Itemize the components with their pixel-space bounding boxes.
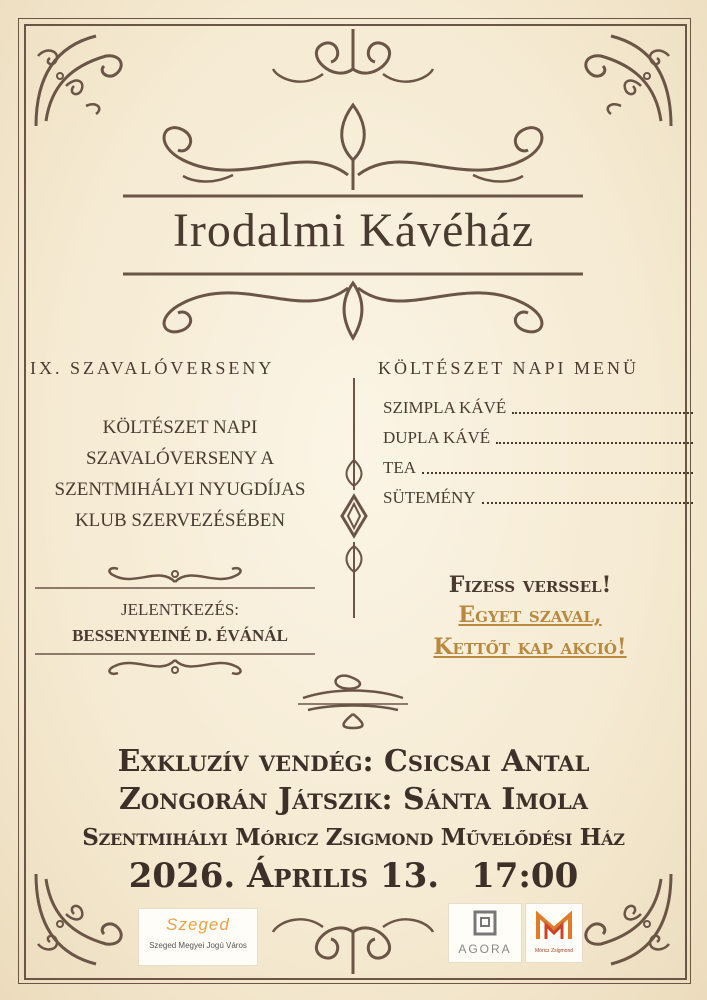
- description-line: SZENTMIHÁLYI NYUGDÍJAS: [54, 479, 306, 500]
- event-date: 2026. Április 13.: [128, 856, 440, 896]
- menu-item-name: TEA: [383, 458, 417, 477]
- menu-item-name: DUPLA KÁVÉ: [383, 428, 491, 447]
- menu-dots: [512, 412, 693, 414]
- corner-ornament-top-left-icon: [26, 26, 136, 136]
- registration-name: BESSENYEINÉ D. ÉVÁNÁL: [72, 626, 288, 645]
- bottom-flourish-icon: [263, 902, 443, 976]
- description-line: KÖLTÉSZET NAPI: [102, 417, 258, 438]
- contest-description: [30, 412, 330, 536]
- offer-line-3: Kettőt kap akció!: [433, 634, 627, 660]
- offer-line-1: Fizess verssel!: [448, 572, 612, 598]
- contest-header: IX. SZAVALÓVERSENY: [30, 358, 275, 378]
- guest-line: Exkluzív vendég: Csicsai Antal: [117, 744, 590, 779]
- event-time: 17:00: [471, 856, 579, 896]
- description-line: SZAVALÓVERSENY A: [85, 448, 275, 469]
- szeged-wordmark: Szeged: [166, 915, 230, 934]
- title-flourish-bottom-icon: [123, 268, 583, 348]
- registration-label: JELENTKEZÉS:: [120, 600, 240, 619]
- menu-item-name: SÜTEMÉNY: [383, 488, 476, 507]
- corner-ornament-top-right-icon: [571, 26, 681, 136]
- menu-item: [383, 458, 693, 478]
- title-flourish-top-icon: [123, 100, 583, 200]
- mozsi-logo: [525, 903, 583, 963]
- szeged-logo: [138, 908, 258, 966]
- menu-header: KÖLTÉSZET NAPI MENÜ: [378, 358, 640, 378]
- mozsi-caption: Móricz Zsigmond: [534, 948, 574, 954]
- registration-flourish-icon: [30, 564, 320, 594]
- menu-dots: [496, 442, 693, 444]
- menu-item: [383, 488, 693, 508]
- registration-flourish-bottom-icon: [30, 648, 320, 680]
- venue-line: Szentmihályi Móricz Zsigmond Művelődési Ház: [82, 824, 625, 851]
- mozsi-icon: [534, 909, 574, 943]
- piano-line: Zongorán Játszik: Sánta Imola: [118, 782, 589, 817]
- menu-item: [383, 398, 693, 418]
- agora-logo: [448, 903, 522, 963]
- agora-wordmark: AGORA: [458, 942, 512, 956]
- date-time-line: [0, 856, 707, 896]
- center-divider-icon: [336, 378, 372, 618]
- middle-flourish-icon: [298, 670, 408, 730]
- top-flourish-icon: [263, 24, 443, 104]
- page-title: Irodalmi Kávéház: [172, 204, 535, 257]
- agora-icon: [473, 910, 497, 936]
- menu-dots: [422, 472, 693, 474]
- offer-line-2: Egyet szaval,: [458, 602, 602, 628]
- description-line: KLUB SZERVEZÉSÉBEN: [74, 510, 286, 531]
- menu-dots: [482, 502, 693, 504]
- menu-item: [383, 428, 693, 448]
- menu-item-name: SZIMPLA KÁVÉ: [383, 398, 507, 417]
- szeged-caption: Szeged Megyei Jogú Város: [149, 941, 247, 950]
